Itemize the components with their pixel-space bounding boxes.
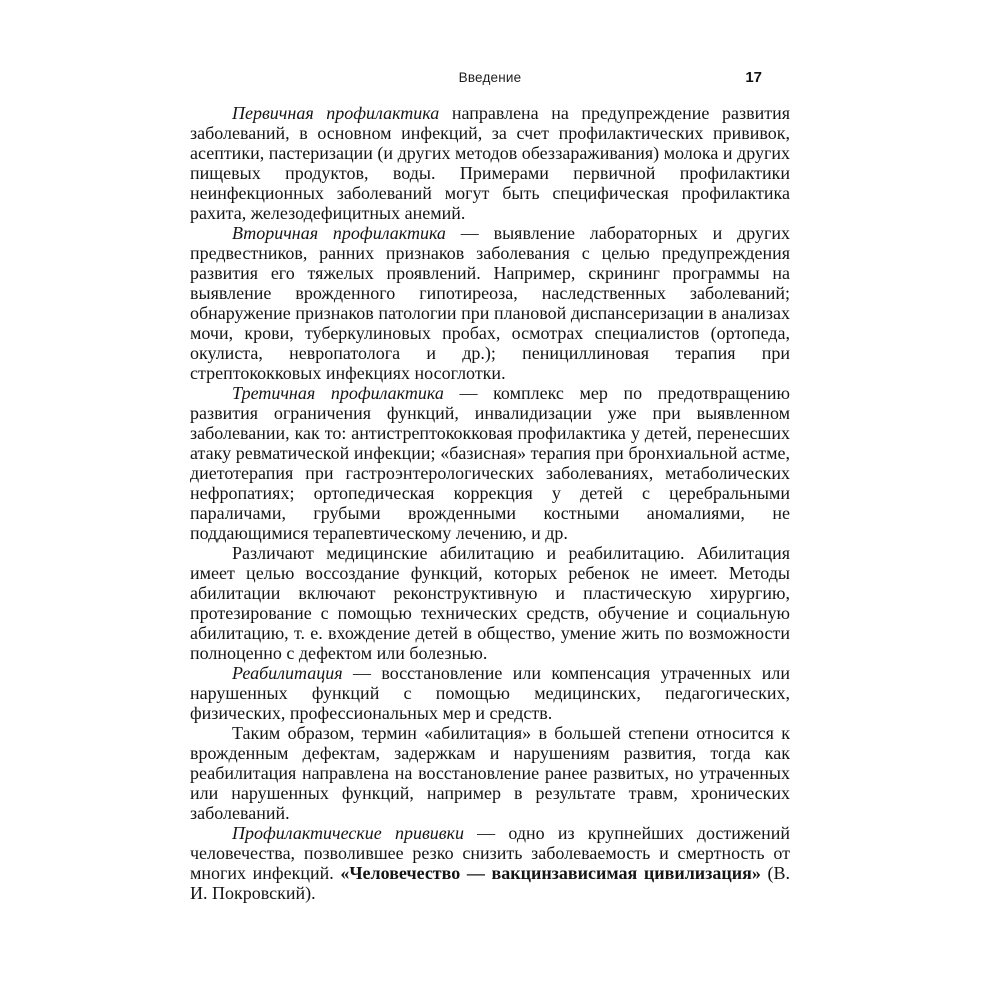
paragraph [190,543,790,663]
text-segment-normal: — восстановление или компенсация утраченных или нарушенных функций с помощью медицинских, педагогических, физических, профессиональных мер и средств. [190,663,790,723]
text-segment-bold: «Человечество — вакцинзависимая цивилизация» [340,863,761,883]
paragraph [190,223,790,383]
text-segment-italic: Реабилитация [232,663,343,683]
text-segment-italic: Вторичная профилактика [232,223,446,243]
paragraph [190,723,790,823]
text-segment-normal: Таким образом, термин «абилитация» в большей степени относится к врожденным дефектам, задержкам и нарушениям развития, тогда как реабилитация направлена на восстановление ранее развитых, но утраченных или нарушенных функций, например в результате травм, хронических заболеваний. [190,723,790,823]
text-segment-normal: направлена на предупреждение развития заболеваний, в основном инфекций, за счет профилактических прививок, асептики, пастеризации (и других методов обеззараживания) молока и других пищевых продуктов, воды. Примерами первичной профилактики неинфекционных заболеваний могут быть специфическая профилактика рахита, железодефицитных анемий. [190,103,790,223]
text-segment-italic: Первичная профилактика [232,103,440,123]
text-segment-normal: (В. И. Покровский). [190,863,791,903]
text-segment-normal: — одно из крупнейших достижений человечества, позволившее резко снизить заболеваемость и смертность от многих инфекций. [190,823,790,883]
running-title: Введение [458,70,522,85]
text-segment-italic: Профилактические прививки [232,823,464,843]
page-number: 17 [745,69,762,86]
paragraph [190,383,790,543]
text-segment-normal: — комплекс мер по предотвращению развития ограничения функций, инвалидизации уже при выявленном заболевании, как то: антистрептококковая профилактика у детей, перенесших атаку ревматической инфекции; «базисная» терапия при бронхиальной астме, диетотерапия при гастроэнтерологических заболеваниях, метаболических нефропатиях; ортопедическая коррекция у детей с церебральными параличами, грубыми врожденными костными аномалиями, не поддающимися терапевтическому лечению, и др. [190,383,790,543]
text-segment-normal: Различают медицинские абилитацию и реабилитацию. Абилитация имеет целью воссоздание функций, которых ребенок не имеет. Методы абилитации включают реконструктивную и пластическую хирургию, протезирование с помощью технических средств, обучение и социальную абилитацию, т. е. вхождение детей в общество, умение жить по возможности полноценно с дефектом или болезнью. [190,543,790,663]
paragraph [190,663,790,723]
text-segment-normal: — выявление лабораторных и других предвестников, ранних признаков заболевания с целью предупреждения развития его тяжелых проявлений. Например, скрининг программы на выявление врожденного гипотиреоза, наследственных заболеваний; обнаружение признаков патологии при плановой диспансеризации в анализах мочи, крови, туберкулиновых пробах, осмотрах специалистов (ортопеда, окулиста, невропатолога и др.); пенициллиновая терапия при стрептококковых инфекциях носоглотки. [190,223,790,383]
paragraph [190,103,790,223]
paragraph [190,823,790,903]
page-body [190,103,790,903]
text-segment-italic: Третичная профилактика [232,383,444,403]
page-header [190,70,790,90]
